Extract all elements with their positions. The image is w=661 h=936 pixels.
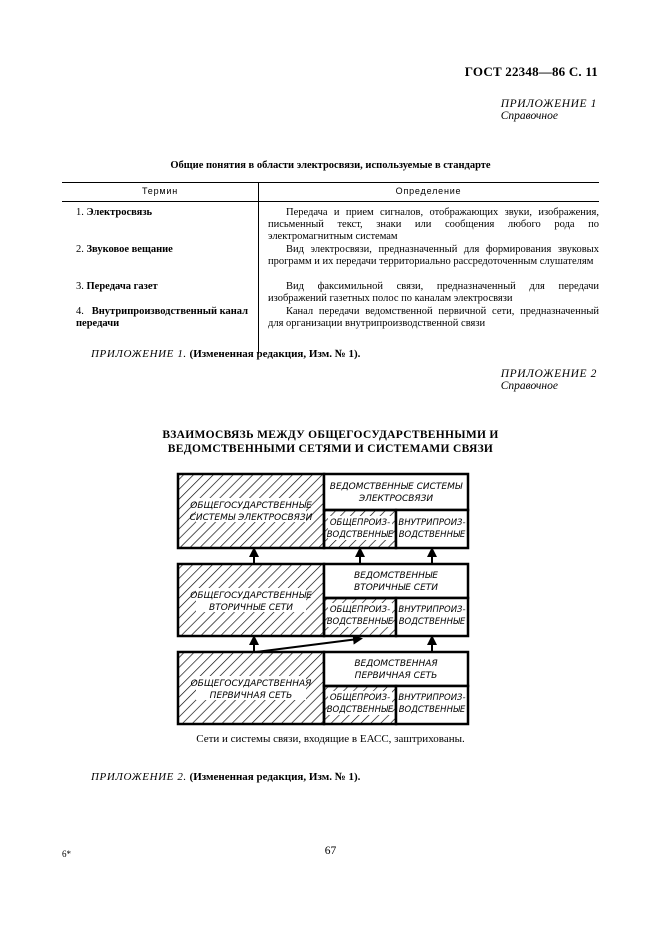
appendix2-subtitle: Справочное (500, 380, 558, 392)
state-secondary-label-1: ОБЩЕГОСУДАРСТВЕННЫЕ (190, 591, 312, 601)
state-systems-label-1: ОБЩЕГОСУДАРСТВЕННЫЕ (190, 501, 312, 511)
dept-systems-internal-label-2: ВОДСТВЕННЫЕ (398, 530, 466, 540)
dept-secondary-general-label-2: ВОДСТВЕННЫЕ (326, 617, 394, 627)
dept-primary-internal-label-2: ВОДСТВЕННЫЕ (398, 705, 466, 715)
term-number: 1. (76, 207, 84, 218)
note2-text: (Измененная редакция, Изм. № 1). (189, 771, 361, 783)
term-cell (76, 306, 256, 330)
state-systems-label-2: СИСТЕМЫ ЭЛЕКТРОСВЯЗИ (189, 513, 313, 523)
appendix1-note (91, 348, 360, 360)
body-divider (258, 202, 259, 354)
term-number: 3. (76, 281, 84, 292)
state-primary-label-1: ОБЩЕГОСУДАРСТВЕННАЯ (190, 679, 312, 689)
appendix2-title: ПРИЛОЖЕНИЕ 2 (500, 368, 597, 380)
term-text: Внутрипроизводственный канал передачи (76, 306, 249, 329)
note2-label: ПРИЛОЖЕНИЕ 2. (91, 771, 187, 783)
dept-systems-general-label-2: ВОДСТВЕННЫЕ (326, 530, 394, 540)
note1-label: ПРИЛОЖЕНИЕ 1. (91, 348, 187, 360)
dept-systems-internal-block (396, 510, 468, 548)
table-title: Общие понятия в области электросвязи, используемые в стандарте (170, 160, 491, 171)
term-cell (76, 207, 252, 219)
dept-systems-general-label-1: ОБЩЕПРОИЗ- (329, 518, 391, 528)
state-primary-label-2: ПЕРВИЧНАЯ СЕТЬ (209, 691, 293, 701)
dept-systems-label-2: ЭЛЕКТРОСВЯЗИ (358, 494, 434, 504)
term-text: Звуковое вещание (86, 244, 173, 255)
header-term: Термин (142, 186, 178, 196)
arrow-diagonal (256, 639, 358, 652)
appendix1-label (501, 98, 597, 122)
dept-primary-label-1: ВЕДОМСТВЕННАЯ (354, 659, 438, 669)
dept-secondary-internal-label-2: ВОДСТВЕННЫЕ (398, 617, 466, 627)
note1-text: (Измененная редакция, Изм. № 1). (189, 348, 361, 360)
page-header: ГОСТ 22348—86 С. 11 (464, 64, 598, 79)
term-cell (76, 244, 252, 256)
table-header (62, 182, 599, 202)
appendix1-title: ПРИЛОЖЕНИЕ 1 (500, 98, 597, 110)
header-definition: Определение (395, 186, 462, 196)
dept-secondary-label-2: ВТОРИЧНЫЕ СЕТИ (354, 583, 438, 593)
page-number: 67 (324, 845, 337, 857)
diagram-title-line1: ВЗАИМОСВЯЗЬ МЕЖДУ ОБЩЕГОСУДАРСТВЕННЫМИ И (162, 429, 499, 441)
dept-primary-label-2: ПЕРВИЧНАЯ СЕТЬ (354, 671, 438, 681)
dept-primary-general-label-1: ОБЩЕПРОИЗ- (329, 693, 391, 703)
appendix2-note (91, 771, 360, 783)
dept-systems-internal-label-1: ВНУТРИПРОИЗ- (398, 518, 466, 528)
dept-primary-internal-label-1: ВНУТРИПРОИЗ- (398, 693, 466, 703)
network-diagram (176, 472, 476, 728)
term-number: 2. (76, 244, 84, 255)
diagram-title (0, 428, 661, 456)
table-body (62, 202, 599, 354)
level-primary (178, 652, 468, 724)
dept-secondary-general-label-1: ОБЩЕПРОИЗ- (329, 605, 391, 615)
footer-mark: 6* (62, 849, 71, 859)
dept-primary-general-label-2: ВОДСТВЕННЫЕ (326, 705, 394, 715)
diagram-title-line2: ВЕДОМСТВЕННЫМИ СЕТЯМИ И СИСТЕМАМИ СВЯЗИ (167, 443, 494, 455)
term-cell (76, 281, 252, 293)
definition-cell: Вид электросвязи, предназначенный для формирования звуковых программ и их передачи территориально рассредоточенным слушателям (268, 244, 599, 267)
diagram-caption: Сети и системы связи, входящие в ЕАСС, заштрихованы. (196, 733, 465, 745)
definition-cell: Передача и прием сигналов, отображающих звуки, изображения, письменный текст, знаки или сообщения любого рода по электромагнитным системам (268, 207, 599, 242)
dept-systems-label-1: ВЕДОМСТВЕННЫЕ СИСТЕМЫ (329, 482, 463, 492)
level-systems (178, 474, 468, 548)
term-number: 4. (76, 306, 84, 317)
term-text: Передача газет (86, 281, 158, 292)
dept-secondary-label-1: ВЕДОМСТВЕННЫЕ (354, 571, 438, 581)
dept-systems-block (324, 474, 468, 510)
definition-cell: Канал передачи ведомственной первичной сети, предназначенный для организации внутрипроизводственной связи (268, 306, 599, 329)
terms-table (62, 182, 599, 354)
state-secondary-label-2: ВТОРИЧНЫЕ СЕТИ (209, 603, 293, 613)
term-text: Электросвязь (86, 207, 153, 218)
appendix1-subtitle: Справочное (500, 110, 558, 122)
appendix2-label (501, 368, 597, 392)
dept-secondary-internal-label-1: ВНУТРИПРОИЗ- (398, 605, 466, 615)
definition-cell: Вид факсимильной связи, предназначенный для передачи изображений газетных полос по каналам электросвязи (268, 281, 599, 304)
level-secondary (178, 564, 468, 636)
